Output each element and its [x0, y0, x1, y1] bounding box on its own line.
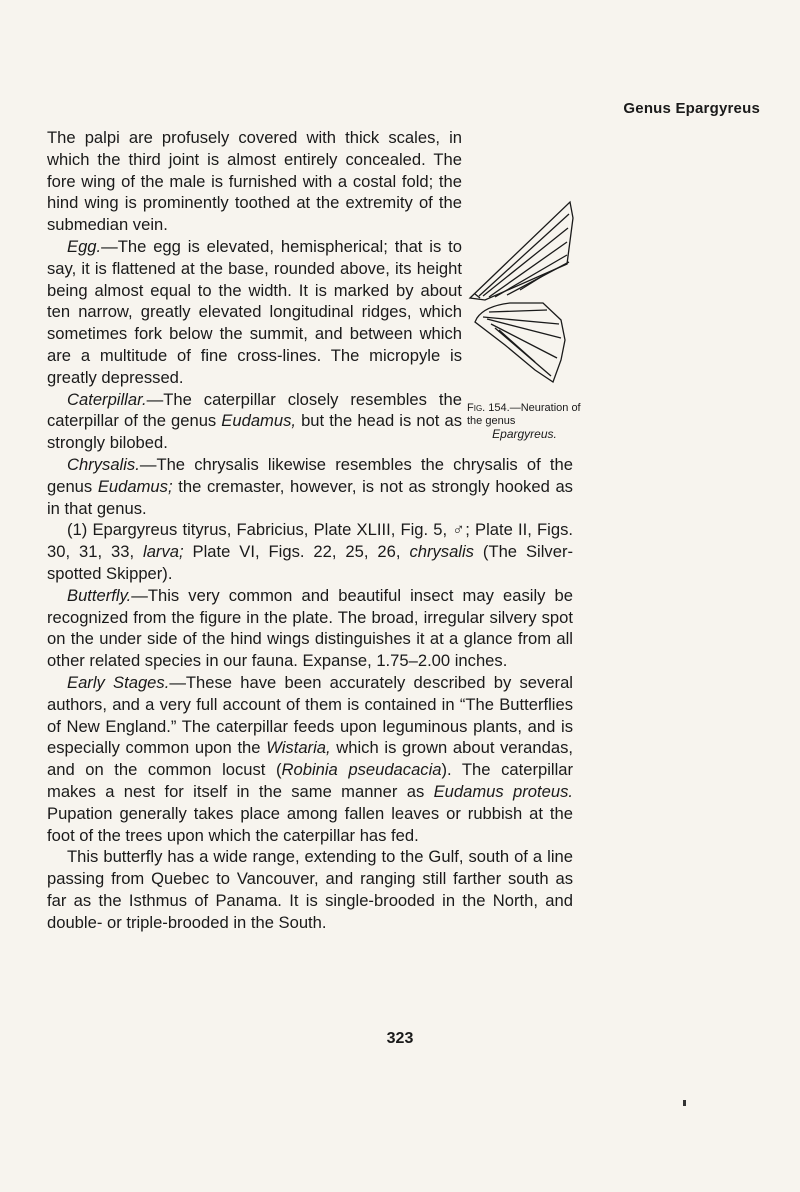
page-number: 323	[386, 1030, 414, 1047]
butterfly-text: —This very common and beautiful insect may easily be recognized from the figure in the plate. The broad, irregular silvery spot on the under side of the hind wings distinguishes it at a glance from all other related species in our fauna. Expanse, 1.75–2.00 inches.	[47, 585, 573, 671]
butterfly-label: Butterfly.	[67, 585, 132, 605]
early-text-4: Pupation generally takes place among fallen leaves or rubbish at the foot of the trees upon which the caterpillar has fed.	[47, 803, 573, 845]
paragraph-egg	[47, 236, 462, 389]
caterpillar-label: Caterpillar.	[67, 389, 147, 409]
early-text-3: ). The caterpillar makes a nest for itself in the same manner as	[47, 760, 574, 801]
species-larva: larva;	[143, 542, 184, 562]
early-text-1: —These have been accurately described by several authors, and a very full account of them is contained in “The Butterflies of New England.” The caterpillar feeds upon leguminous plants, and is especially common upon the	[47, 672, 573, 758]
paragraph-intro: The palpi are profusely covered with thick scales, in which the third joint is almost entirely concealed. The fore wing of the male is furnished with a costal fold; the hind wing is prominently toothed at the extremity of the submedian vein.	[47, 128, 462, 235]
egg-label: Egg.	[67, 236, 102, 256]
running-head: Genus Epargyreus	[623, 100, 760, 117]
page-speck	[683, 1100, 686, 1106]
early-label: Early Stages.	[67, 672, 170, 692]
paragraph-butterfly	[47, 585, 573, 672]
paragraph-caterpillar	[47, 389, 462, 454]
caption-text: —Neuration of the genus	[467, 402, 581, 427]
species-common: (The Silver-spotted Skipper).	[47, 542, 573, 583]
paragraph-early-stages	[47, 672, 573, 846]
early-wistaria: Wistaria,	[266, 738, 331, 758]
chrysalis-text-1: —The chrysalis likewise resembles the chrysalis of the genus	[47, 454, 573, 496]
early-robinia: Robinia pseudacacia	[281, 760, 442, 780]
species-mid: Plate VI, Figs. 22, 25, 26,	[183, 542, 410, 562]
wing-venation-drawing	[465, 200, 575, 385]
caterpillar-text-1: —The caterpillar closely resembles the caterpillar of the genus	[47, 389, 462, 431]
chrysalis-label: Chrysalis.	[67, 454, 140, 474]
paragraph-chrysalis	[47, 454, 573, 519]
early-text-2: which is grown about verandas, and on the common locust (	[47, 738, 573, 780]
caterpillar-genus: Eudamus,	[221, 411, 297, 431]
chrysalis-text-2: the cremaster, however, is not as strongly hooked as in that genus.	[47, 476, 573, 518]
caterpillar-text-2: but the head is not as strongly bilobed.	[47, 411, 462, 453]
wing-neuration-figure	[465, 200, 575, 385]
species-heading: (1) Epargyreus tityrus, Fabricius, Plate XLIII, Fig. 5, ♂; Plate II, Figs. 30, 31, 33,	[47, 520, 573, 562]
figure-caption	[467, 402, 582, 441]
caption-genus: Epargyreus.	[492, 427, 557, 441]
egg-text: —The egg is elevated, hemispherical; that is to say, it is flattened at the base, rounded above, its height being almost equal to the width. It is marked by about ten narrow, greatly elevated longitudinal ridges, which sometimes fork below the summit, and between which are a multitude of fine cross-lines. The micropyle is greatly depressed.	[47, 236, 462, 387]
paragraph-range: This butterfly has a wide range, extending to the Gulf, south of a line passing from Quebec to Vancouver, and ranging still farther south as far as the Isthmus of Panama. It is single-brooded in the North, and double- or triple-brooded in the South.	[47, 847, 573, 932]
early-proteus: Eudamus proteus.	[433, 781, 573, 801]
species-chrysalis: chrysalis	[409, 542, 474, 562]
paragraph-species	[47, 519, 573, 584]
caption-figure-number: Fig. 154.	[467, 402, 510, 414]
chrysalis-genus: Eudamus;	[97, 476, 173, 496]
